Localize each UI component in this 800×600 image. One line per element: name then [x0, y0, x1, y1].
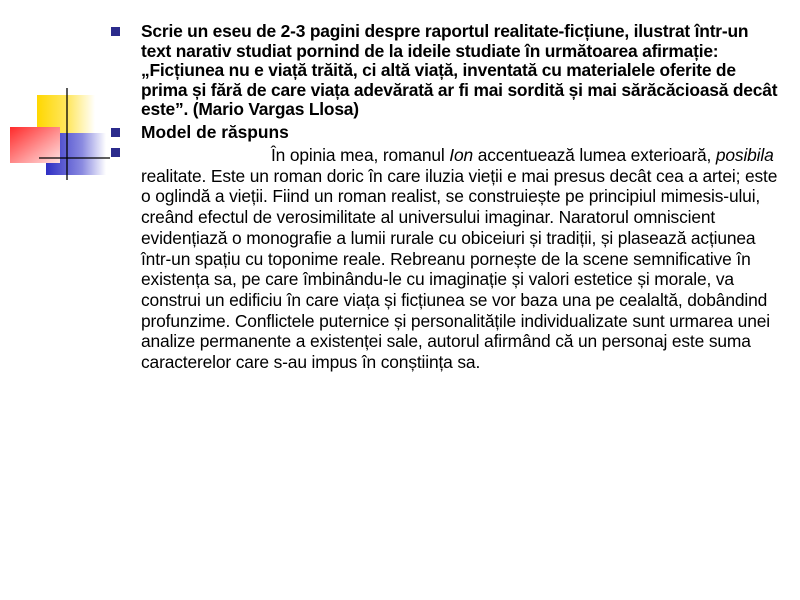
essay-text-part-1: În opinia mea, romanul	[271, 145, 450, 165]
bullet-item-essay	[108, 145, 780, 373]
model-heading: Model de răspuns	[141, 121, 289, 142]
bullet-list	[108, 22, 780, 373]
bullet-item-model-heading	[108, 123, 780, 143]
essay-text-part-2: accentuează lumea exterioară,	[473, 145, 716, 165]
bullet-item-assignment	[108, 22, 780, 120]
italic-word: posibila	[715, 145, 774, 165]
square-bullet-icon	[111, 148, 120, 157]
square-bullet-icon	[111, 128, 120, 137]
decorative-squares	[0, 0, 110, 190]
assignment-text: Scrie un eseu de 2-3 pagini despre raportul realitate-ficțiune, ilustrat într-un text narativ studiat pornind de la ideile studiate în următoarea afirmație: „Ficțiunea nu e viață trăită, ci altă viață, inventată cu materialele oferite de prima și fără de care viața adevărată ar fi mai sordită și mai sărăcăcioasă decât este”. (Mario Vargas Llosa)	[141, 21, 778, 119]
essay-text-part-3: realitate. Este un roman doric în care iluzia vieții e mai presus decât cea a artei; este o oglindă a vieții. Fiind un roman realist, se construiește pe principiul mimesis-ului, creând efectul de verosimilitate al universului imaginar. Naratorul omniscient evidențiază o monografie a lumii rurale cu obiceiuri și tradiții, și plasează acțiunea într-un spațiu cu toponime reale. Rebreanu pornește de la scene semnificative în existența sa, pe care îmbinându-le cu imaginație și valori estetice și morale, va construi un edificiu în care viața și ficțiunea se vor baza una pe cealaltă, dobândind profunzime. Conflictele puternice și personalitățile individualizate sunt urmarea unei analize permanente a existenței sale, autorul afirmând că un personaj este suma caracterelor care s-au impus în conștiința sa.	[141, 165, 778, 373]
square-bullet-icon	[111, 27, 120, 36]
novel-title: Ion	[449, 145, 474, 165]
